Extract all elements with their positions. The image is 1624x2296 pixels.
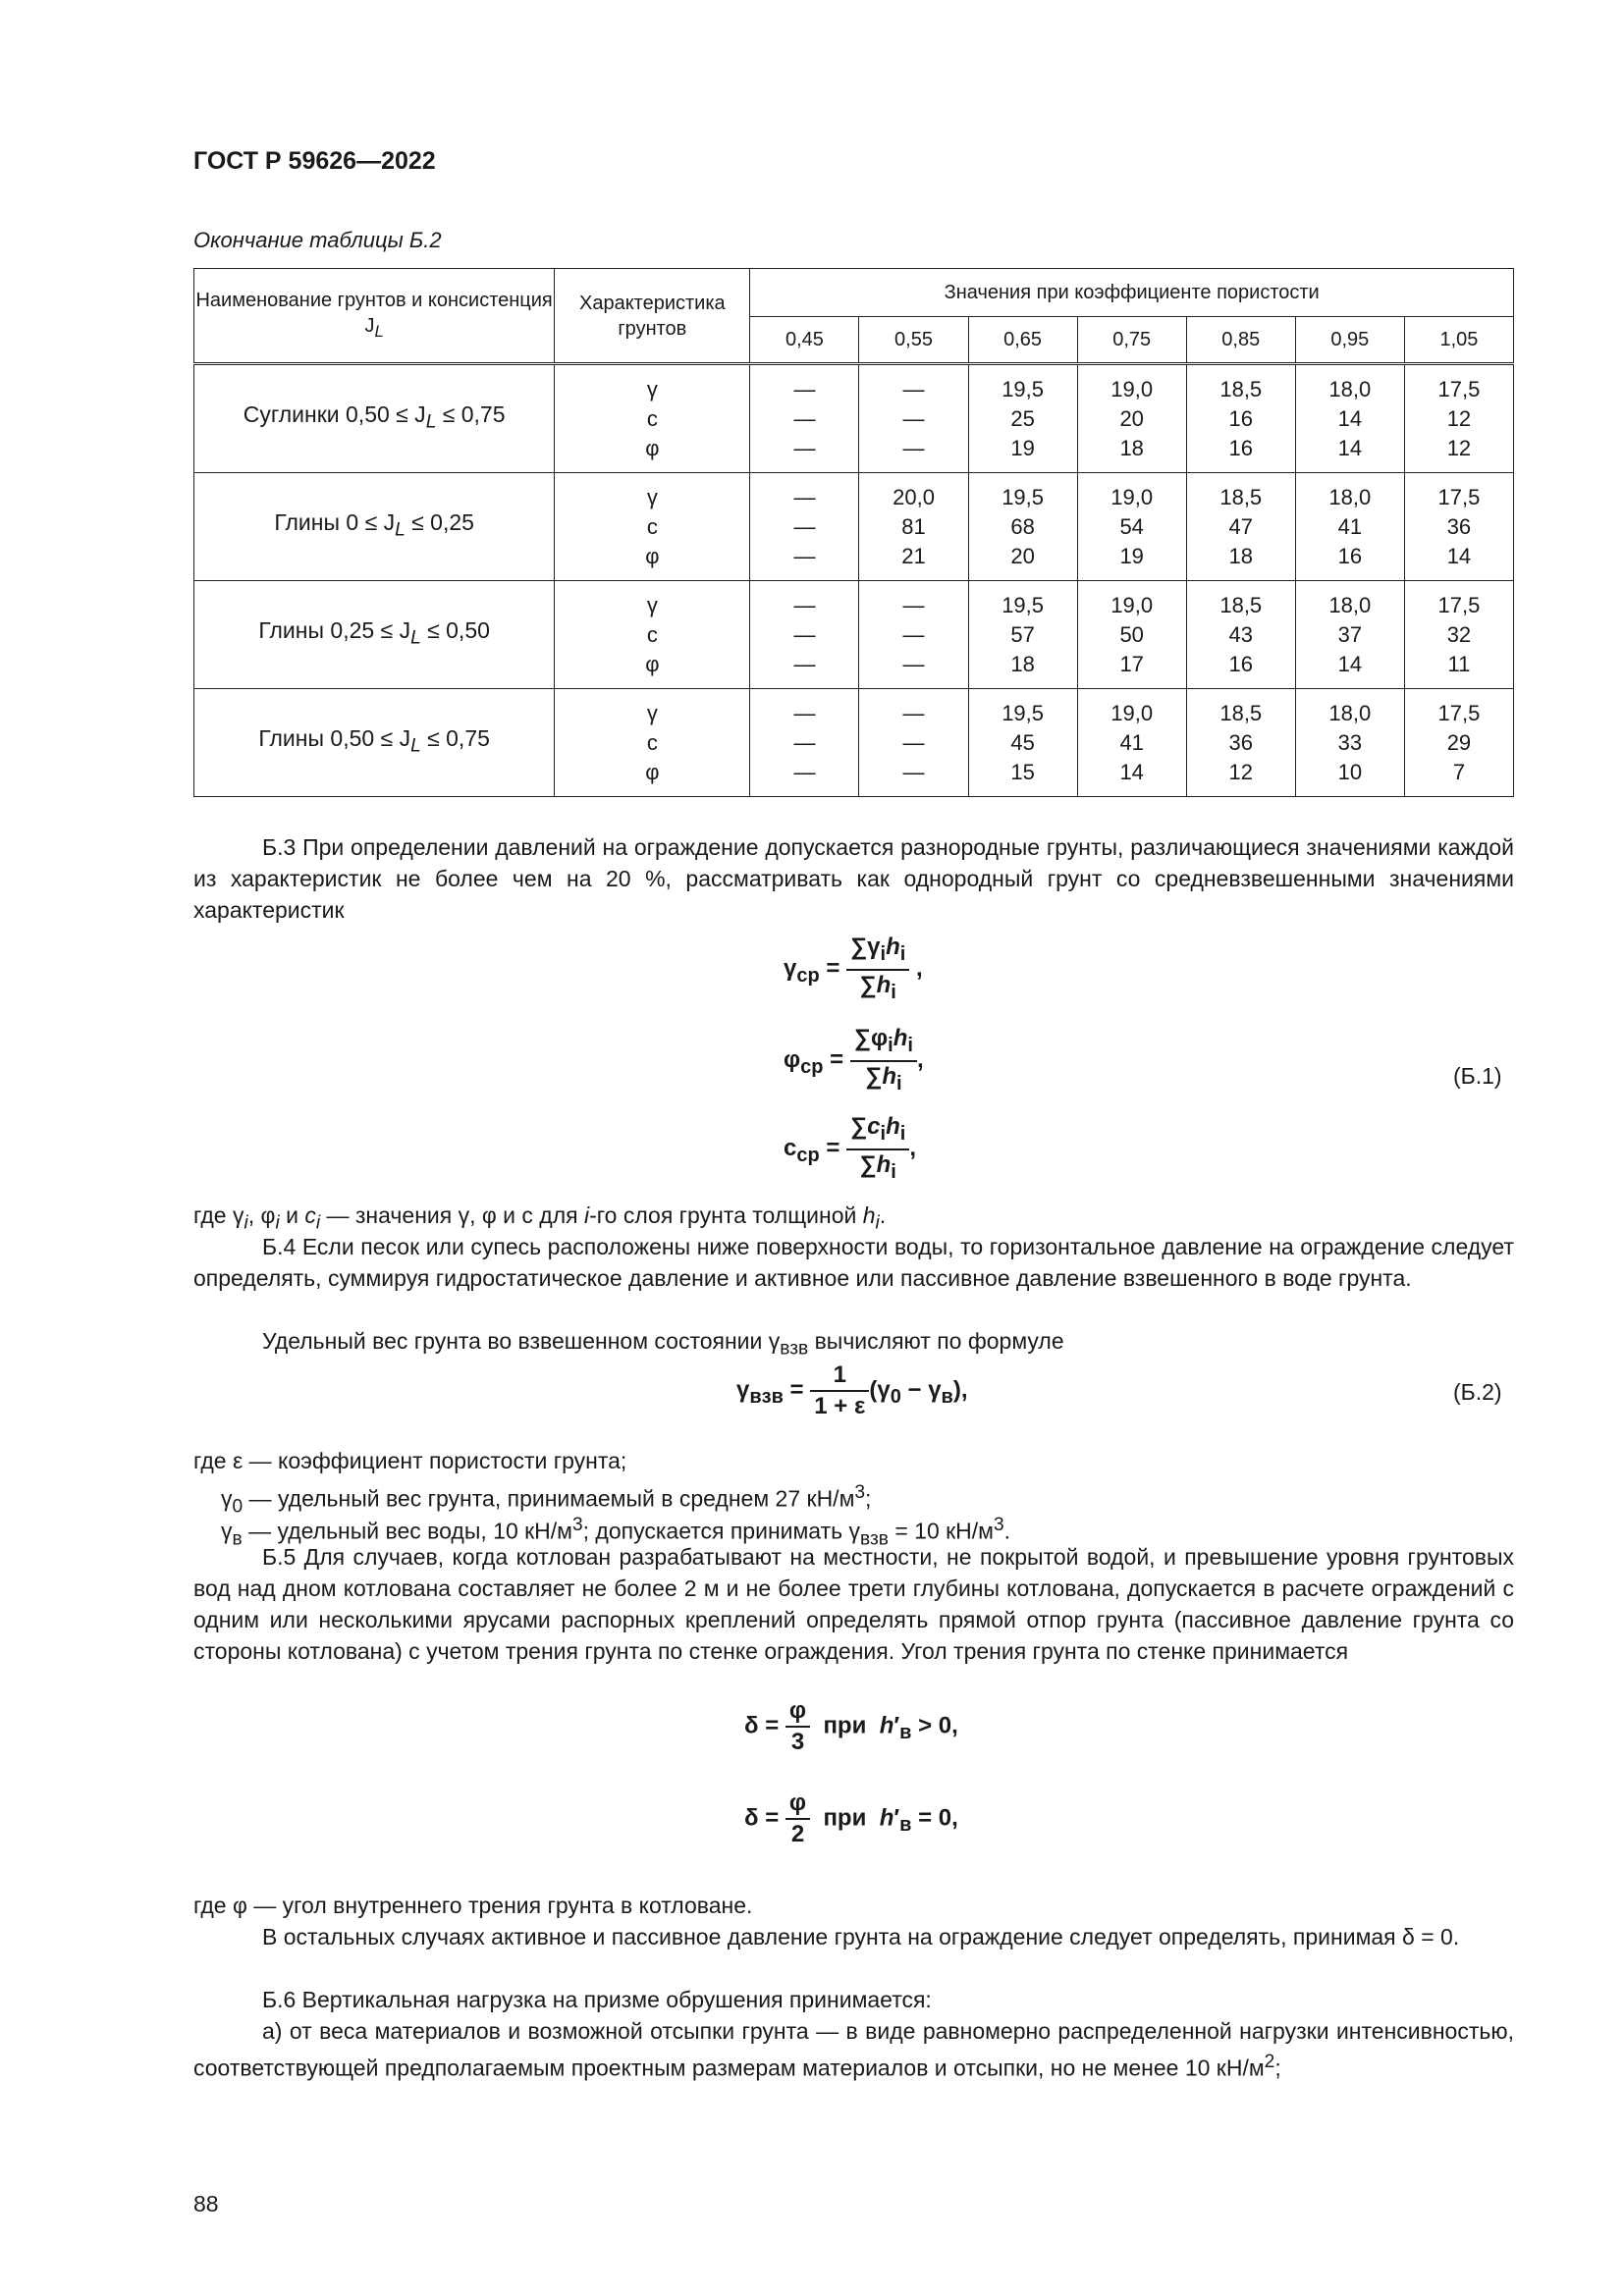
value: 19,5 — [1001, 376, 1045, 401]
characteristic-symbol: γ — [646, 376, 658, 401]
equation-number-b1: (Б.1) — [1453, 1063, 1502, 1089]
characteristic-symbol: φ — [645, 759, 660, 784]
value-cell — [1186, 364, 1295, 473]
characteristic-cell — [555, 473, 750, 581]
value: 36 — [1228, 729, 1253, 755]
value: 47 — [1228, 513, 1253, 539]
value: 17 — [1119, 651, 1144, 676]
characteristic-symbol: c — [646, 513, 658, 539]
value-cell — [968, 473, 1077, 581]
value: — — [793, 729, 816, 755]
value: 18 — [1010, 651, 1035, 676]
value-cell — [1404, 364, 1513, 473]
value: 12 — [1228, 759, 1253, 784]
characteristic-symbol: γ — [646, 484, 658, 509]
header-porosity-values: Значения при коэффициенте пористости — [750, 269, 1514, 317]
value: — — [793, 759, 816, 784]
value: 18,5 — [1219, 592, 1263, 617]
value: 32 — [1446, 621, 1472, 647]
value-cell — [1295, 689, 1404, 797]
value-cell — [750, 581, 859, 689]
value: — — [793, 621, 816, 647]
value: 68 — [1010, 513, 1035, 539]
value: 12 — [1446, 405, 1472, 431]
value: 11 — [1447, 651, 1471, 676]
document-header: ГОСТ Р 59626—2022 — [193, 147, 436, 175]
paragraph-b3: Б.3 При определении давлений на ограждение допускается разнородные грунты, различающиеся значениями каждой из характеристик не более чем на 20 %, рассматривать как однородный грунт со средневзвешенными значениями характеристик — [193, 834, 1514, 923]
value: 19,0 — [1110, 484, 1154, 509]
characteristic-symbol: c — [646, 621, 658, 647]
characteristic-cell — [555, 364, 750, 473]
equation-number-b2: (Б.2) — [1453, 1379, 1502, 1405]
value: — — [793, 700, 816, 725]
value: 18,0 — [1328, 376, 1372, 401]
table-row — [194, 473, 1514, 581]
value: 16 — [1228, 405, 1253, 431]
value: 18,0 — [1328, 592, 1372, 617]
soil-name-subscript: L — [410, 627, 421, 649]
fraction: $\frac{\varphi}{2}$ — [785, 1789, 810, 1849]
value-cell — [1077, 581, 1186, 689]
list-item-a: а) от веса материалов и возможной отсыпки грунта — в виде равномерно распределенной нагрузки интенсивностью, соответствующей предполагаемым проектным размерам материалов и отсыпки, но не менее 10 $кН/м^2$; — [193, 2018, 1514, 2081]
characteristic-symbol: c — [646, 729, 658, 755]
value: 19,5 — [1001, 700, 1045, 725]
value: — — [902, 621, 925, 647]
soil-name-cell — [194, 364, 555, 473]
formula-gamma-avg: $\gamma_{ср}$ = $\frac{\sum\gamma_ih_i}{\sum h_i}$ , — [784, 933, 923, 1007]
fraction: $\frac{\sum\gamma_ih_i}{\sum h_i}$ — [846, 933, 909, 1007]
characteristic-symbol: γ — [646, 592, 658, 617]
value: 18,0 — [1328, 700, 1372, 725]
value-cell — [968, 364, 1077, 473]
value: 10 — [1337, 759, 1363, 784]
table-row — [194, 581, 1514, 689]
paragraph-b4: Б.4 Если песок или супесь расположены ниже поверхности воды, то горизонтальное давление на ограждение следует определять, суммируя гидростатическое давление и активное или пассивное давление взвешенного в воде грунта. — [193, 1234, 1514, 1291]
value: 17,5 — [1437, 376, 1481, 401]
formula-delta-zero: δ = $\frac{\varphi}{2}$ при $h'_в = 0$, — [744, 1789, 958, 1847]
header-characteristic: Характеристика грунтов — [555, 269, 750, 364]
header-soil-name: Наименование грунтов и консистенция $J_L$ — [194, 269, 555, 364]
value: 18 — [1228, 543, 1253, 568]
value-cell — [1295, 473, 1404, 581]
characteristic-symbol: γ — [646, 700, 658, 725]
value: 18,0 — [1328, 484, 1372, 509]
table-row — [194, 689, 1514, 797]
value-cell — [1077, 473, 1186, 581]
table-row — [194, 364, 1514, 473]
value-cell — [968, 581, 1077, 689]
value: 37 — [1337, 621, 1363, 647]
characteristic-symbol: c — [646, 405, 658, 431]
value: 18,5 — [1219, 376, 1263, 401]
value: — — [793, 376, 816, 401]
soil-name-range: ≤ 0,75 — [436, 401, 506, 428]
page-number: 88 — [193, 2191, 219, 2216]
soil-name-range: ≤ 0,75 — [420, 725, 490, 752]
value-cell — [1404, 473, 1513, 581]
value-cell — [750, 689, 859, 797]
value-cell — [968, 689, 1077, 797]
characteristic-cell — [555, 581, 750, 689]
paragraph-other-cases: В остальных случаях активное и пассивное давление грунта на ограждение следует определять, принимая δ = 0. — [262, 1924, 1460, 1949]
value: 19,0 — [1110, 700, 1154, 725]
value: 19,5 — [1001, 592, 1045, 617]
porosity-header-cell: 0,75 — [1077, 317, 1186, 364]
value: — — [902, 376, 925, 401]
definition-gamma0: $\gamma_0$ — удельный вес грунта, принимаемый в среднем 27 $кН/м^3$; — [221, 1482, 872, 1518]
soil-name-subscript: L — [410, 735, 421, 757]
characteristic-symbol: φ — [645, 543, 660, 568]
value: 21 — [901, 543, 926, 568]
soil-name-text: Глины 0 ≤ J — [274, 509, 396, 536]
soil-name-cell — [194, 689, 555, 797]
definition-gamma-water: $\gamma_в$ — удельный вес воды, 10 $кН/м^3$; допускается принимать $\gamma_{взв} = 10$ $кН/м^3$. — [221, 1515, 1011, 1550]
value: 50 — [1119, 621, 1144, 647]
porosity-header-cell: 0,55 — [859, 317, 968, 364]
value: 12 — [1446, 435, 1472, 460]
value: — — [793, 651, 816, 676]
value: 19 — [1119, 543, 1144, 568]
value: — — [902, 405, 925, 431]
characteristic-symbol: φ — [645, 651, 660, 676]
value-cell — [1295, 581, 1404, 689]
value-cell — [1077, 364, 1186, 473]
value: 16 — [1228, 651, 1253, 676]
value: 14 — [1119, 759, 1144, 784]
soil-name-cell — [194, 473, 555, 581]
value: 33 — [1337, 729, 1363, 755]
value: — — [793, 592, 816, 617]
table-caption: Окончание таблицы Б.2 — [193, 228, 442, 252]
fraction: $\frac{1}{1 + \varepsilon}$ — [810, 1361, 869, 1421]
value-cell — [1186, 689, 1295, 797]
value: 14 — [1337, 435, 1363, 460]
soil-name-subscript: L — [425, 411, 437, 433]
value-cell — [859, 689, 968, 797]
formula-gamma-submerged: $\gamma_{взв}$ = $\frac{1}{1 + \varepsilon}$ $(\gamma_0 - \gamma_в)$, — [736, 1362, 968, 1419]
value: — — [793, 543, 816, 568]
value: 20,0 — [893, 484, 935, 509]
soil-name-text: Глины 0,50 ≤ J — [258, 725, 411, 752]
value: 41 — [1119, 729, 1144, 755]
formula-phi-avg: $\varphi_{ср}$ = $\frac{\sum\varphi_ih_i}{\sum h_i}$ , — [784, 1024, 924, 1098]
value-cell — [1186, 581, 1295, 689]
fraction: $\frac{\sum c_ih_i}{\sum h_i}$ — [846, 1112, 909, 1187]
value: 45 — [1010, 729, 1035, 755]
porosity-header-cell: 1,05 — [1404, 317, 1513, 364]
value: 19 — [1010, 435, 1035, 460]
soil-properties-table — [193, 268, 1514, 797]
value: 81 — [901, 513, 926, 539]
value: 14 — [1337, 651, 1363, 676]
value: 29 — [1446, 729, 1472, 755]
value: — — [793, 484, 816, 509]
value: 19,0 — [1110, 376, 1154, 401]
soil-name-range: ≤ 0,25 — [405, 509, 474, 536]
formula-delta-positive: δ = $\frac{\varphi}{3}$ при $h'_в > 0$, — [744, 1697, 958, 1755]
fraction: $\frac{\varphi}{3}$ — [785, 1696, 810, 1757]
characteristic-cell — [555, 689, 750, 797]
value: 20 — [1119, 405, 1144, 431]
value-cell — [1186, 473, 1295, 581]
value: — — [902, 729, 925, 755]
unit-weight-intro: Удельный вес грунта во взвешенном состоянии $\gamma_{взв}$ вычисляют по формуле — [262, 1328, 1064, 1360]
value: 14 — [1446, 543, 1472, 568]
value: — — [793, 513, 816, 539]
table-body — [194, 364, 1514, 797]
value: 15 — [1010, 759, 1035, 784]
value: 7 — [1452, 759, 1466, 784]
value: 19,5 — [1001, 484, 1045, 509]
value: 18,5 — [1219, 484, 1263, 509]
value-cell — [1295, 364, 1404, 473]
value: 17,5 — [1437, 700, 1481, 725]
definition-epsilon: где ε — коэффициент пористости грунта; — [193, 1448, 627, 1473]
paragraph-b5: Б.5 Для случаев, когда котлован разрабатывают на местности, не покрытой водой, и превышение уровня грунтовых вод над дном котлована составляет не более 2 м и не более трети глубины котлована, допускается в расчете ограждений с одним или несколькими ярусами распорных креплений определять прямой отпор грунта (пассивное давление грунта со стороны котлована) с учетом трения грунта по стенке ограждения. Угол трения грунта по стенке принимается — [193, 1544, 1514, 1664]
value-cell — [859, 581, 968, 689]
characteristic-symbol: φ — [645, 435, 660, 460]
value: — — [902, 651, 925, 676]
value: 19,0 — [1110, 592, 1154, 617]
value: 57 — [1010, 621, 1035, 647]
where-clause-b1: где $\gamma_i$, $\varphi_i$ и $c_i$ — значения γ, φ и c для i-го слоя грунта толщиной $h_i$. — [193, 1202, 887, 1234]
value: 18,5 — [1219, 700, 1263, 725]
value-cell — [859, 364, 968, 473]
porosity-header-cell: 0,85 — [1186, 317, 1295, 364]
value-cell — [1404, 689, 1513, 797]
soil-name-text: Глины 0,25 ≤ J — [258, 617, 411, 644]
soil-name-cell — [194, 581, 555, 689]
soil-name-text: Суглинки 0,50 ≤ J — [243, 401, 426, 428]
value: — — [902, 435, 925, 460]
value: 17,5 — [1437, 484, 1481, 509]
value: — — [902, 592, 925, 617]
value: 20 — [1010, 543, 1035, 568]
soil-name-range: ≤ 0,50 — [420, 617, 490, 644]
value: 43 — [1228, 621, 1253, 647]
value: — — [902, 700, 925, 725]
where-clause-phi: где φ — угол внутреннего трения грунта в котловане. — [193, 1893, 753, 1918]
value: — — [902, 759, 925, 784]
value-cell — [859, 473, 968, 581]
value: 17,5 — [1437, 592, 1481, 617]
value: 54 — [1119, 513, 1144, 539]
soil-name-subscript: L — [395, 519, 406, 541]
value: 25 — [1010, 405, 1035, 431]
value: — — [793, 405, 816, 431]
value-cell — [750, 473, 859, 581]
value: 14 — [1337, 405, 1363, 431]
value: — — [793, 435, 816, 460]
porosity-header-cell: 0,45 — [750, 317, 859, 364]
value: 16 — [1337, 543, 1363, 568]
value: 16 — [1228, 435, 1253, 460]
value-cell — [1077, 689, 1186, 797]
porosity-header-cell: 0,95 — [1295, 317, 1404, 364]
value: 36 — [1446, 513, 1472, 539]
value-cell — [1404, 581, 1513, 689]
value: 18 — [1119, 435, 1144, 460]
value-cell — [750, 364, 859, 473]
porosity-header-cell: 0,65 — [968, 317, 1077, 364]
fraction: $\frac{\sum\varphi_ih_i}{\sum h_i}$ — [850, 1024, 917, 1098]
value: 41 — [1337, 513, 1363, 539]
formula-c-avg: $c_{ср}$ = $\frac{\sum c_ih_i}{\sum h_i}$ , — [784, 1112, 916, 1187]
paragraph-b6: Б.6 Вертикальная нагрузка на призме обрушения принимается: — [262, 1987, 932, 2012]
